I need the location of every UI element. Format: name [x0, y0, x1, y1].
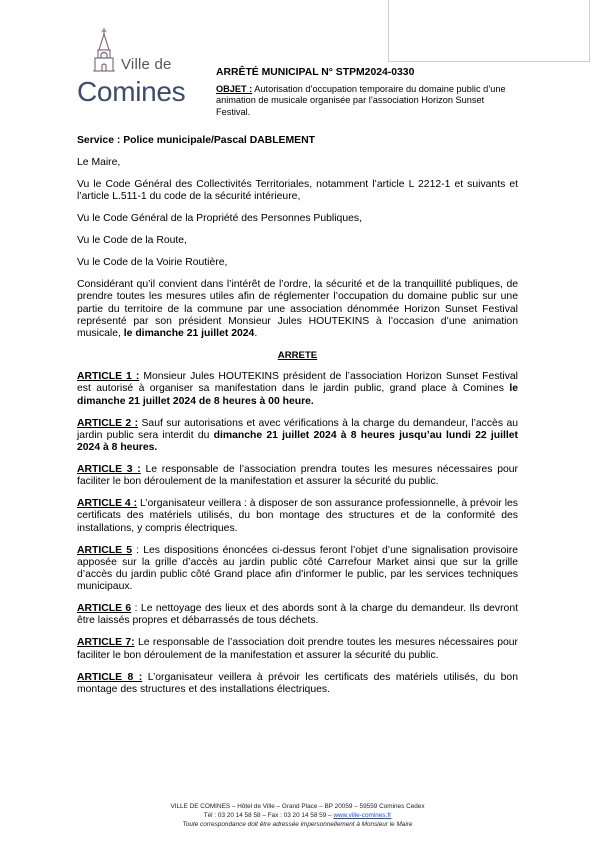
article-text: Monsieur Jules HOUTEKINS président de l’association Horizon Sunset Festival est autorisé à organiser sa manifestation dans le jardin public, grand place à Comines — [77, 371, 518, 395]
city-logo — [77, 28, 195, 110]
registration-stamp-box — [388, 0, 590, 62]
article-8 — [77, 672, 518, 696]
maire-line: Le Maire, — [77, 157, 121, 168]
objet-text: Autorisation d’occupation temporaire du domaine public d’une animation de musicale organisée par l’association Horizon Sunset Festival. — [216, 84, 506, 117]
logo-comines-text: Comines — [77, 76, 186, 107]
article-label: ARTICLE 7: — [77, 637, 135, 649]
article-2 — [77, 418, 518, 455]
article-1 — [77, 371, 518, 408]
article-end: . — [154, 442, 158, 454]
considerant-paragraph — [77, 279, 518, 340]
article-label: ARTICLE 4 : — [77, 498, 138, 510]
document-title: ARRÊTÉ MUNICIPAL N° STPM2024-0330 — [216, 67, 415, 78]
article-3 — [77, 464, 518, 488]
article-label: ARTICLE 6 — [77, 603, 132, 615]
service-line: Service : Police municipale/Pascal DABLEMENT — [77, 135, 315, 146]
article-text: L’organisateur veillera à prévoir les certificats des matériels utilisés, du bon montage des structures et des installations électriques. — [77, 671, 518, 695]
article-text: Le responsable de l’association doit prendre toutes les mesures nécessaires pour faciliter le bon déroulement de la manifestation et assurer la sécurité du public. — [77, 637, 518, 661]
article-label: ARTICLE 2 : — [77, 417, 139, 429]
footer-address: VILLE DE COMINES – Hôtel de Ville – Grand Place – BP 20059 – 59559 Comines Cedex — [170, 803, 425, 810]
vu-paragraph-2: Vu le Code Général de la Propriété des Personnes Publiques, — [77, 213, 362, 225]
objet-label: OBJET : — [216, 84, 253, 94]
article-text: : Les dispositions énoncées ci-dessus feront l’objet d’une signalisation provisoire apposée sur la grille d’accès au jardin public côté Carrefour Market ainsi que sur la grille d’accès du jardin public côté Grand place afin d’informer le public, par les services techniques municipaux. — [77, 544, 518, 593]
article-bold-text: le dimanche 21 juillet 2024 de 8 heures à 00 heure — [77, 383, 518, 407]
article-6 — [77, 603, 518, 627]
article-label: ARTICLE 3 : — [77, 464, 141, 476]
document-body — [77, 135, 518, 706]
article-label: ARTICLE 8 : — [77, 671, 143, 683]
objet-block — [216, 84, 520, 118]
article-label: ARTICLE 5 — [77, 544, 132, 556]
vu-paragraph-4: Vu le Code de la Voirie Routière, — [77, 257, 228, 269]
footer-contact — [0, 811, 595, 820]
article-label: ARTICLE 1 : — [77, 371, 140, 383]
footer-notice: Toute correspondance doit être adressée impersonnellement à Monsieur le Maire — [182, 821, 413, 829]
considerant-end: . — [254, 328, 258, 340]
church-spire-icon — [91, 28, 117, 72]
article-text: L’organisateur veillera : à disposer de son assurance professionnelle, à prévoir les certificats des matériels utilisés, du bon montage des structures et de la conformité des installations, y compris électriques. — [77, 498, 518, 534]
considerant-text: Considérant qu’il convient dans l’intérêt de l’ordre, la sécurité et de la tranquillité publiques, de prendre toutes les mesures utiles afin de réglementer l’occupation du domaine public sur une partie du territoire de la commune par une association dénommée Horizon Sunset Festival représenté par son président Monsieur Jules HOUTEKINS à l’occasion d’une animation musicale, — [77, 279, 518, 340]
logo-ville-de-text: Ville de — [121, 56, 172, 73]
vu-paragraph-3: Vu le Code de la Route, — [77, 235, 187, 247]
footer-website-link[interactable]: www.ville-comines.fr — [333, 812, 392, 820]
arrete-heading: ARRETE — [277, 350, 318, 362]
article-text: Le responsable de l’association prendra toutes les mesures nécessaires pour faciliter le bon déroulement de la manifestation et assurer la sécurité du public. — [77, 464, 518, 488]
footer-phone-fax: Tél : 03 20 14 58 58 – Fax : 03 20 14 58 59 – — [203, 812, 334, 820]
vu-paragraph-1: Vu le Code Général des Collectivités Territoriales, notamment l’article L 2212-1 et suivants et l’article L.511-1 du code de la sécurité intérieure, — [77, 179, 518, 203]
article-bold-text: dimanche 21 juillet 2024 à 8 heures jusqu’au lundi 22 juillet 2024 à 8 heures — [77, 429, 518, 454]
article-5 — [77, 545, 518, 594]
considerant-date: le dimanche 21 juillet 2024 — [123, 328, 255, 340]
article-4 — [77, 498, 518, 535]
page-footer — [0, 802, 595, 830]
article-7 — [77, 637, 518, 661]
article-text: Sauf sur autorisations et avec vérifications à la charge du demandeur, l’accès au jardin public sera interdit du — [77, 417, 518, 441]
article-end: . — [310, 395, 314, 407]
article-text: : Le nettoyage des lieux et des abords sont à la charge du demandeur. Ils devront être laissés propres et débarrassés de tous déchets. — [77, 603, 518, 627]
